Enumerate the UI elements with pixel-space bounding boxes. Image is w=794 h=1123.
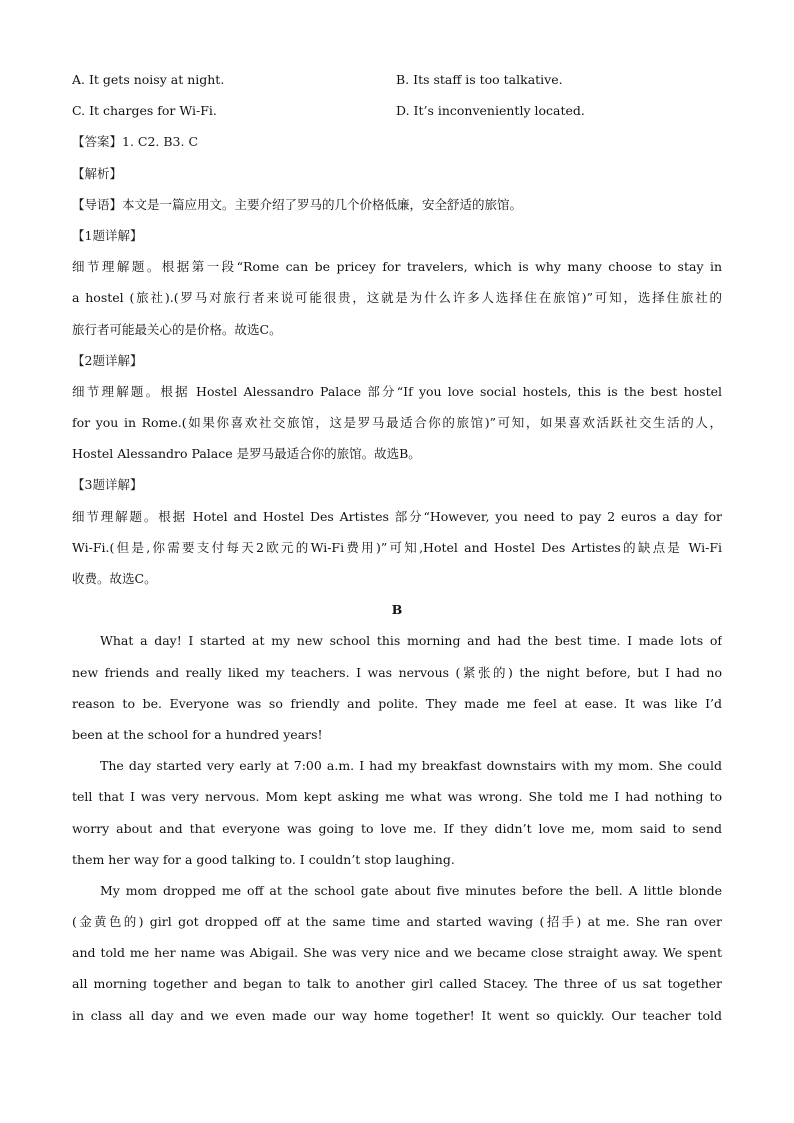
q1-line: a hostel (旅社).(罗马对旅行者来说可能很贵，这就是为什么许多人选择住在旅馆)”可知，选择住旅社的 bbox=[72, 290, 722, 306]
passage-line: (金黄色的) girl got dropped off at the same time and started waving (招手) at me. She ran over bbox=[72, 914, 722, 930]
q3-line: 收费。故选C。 bbox=[72, 571, 157, 586]
q3-line: Wi-Fi.(但是,你需要支付每天2欧元的Wi-Fi费用)”可知,Hotel and Hostel Des Artistes的缺点是 Wi-Fi bbox=[72, 539, 722, 555]
q1-heading: 【1题详解】 bbox=[72, 227, 143, 243]
option-a: A. It gets noisy at night. bbox=[72, 72, 225, 87]
passage-line: What a day! I started at my new school this morning and had the best time. I made lots of bbox=[100, 633, 722, 649]
option-d: D. It’s inconveniently located. bbox=[396, 103, 585, 119]
q2-line: 细节理解题。根据 Hostel Alessandro Palace 部分“If you love social hostels, this is the best hostel bbox=[72, 383, 722, 399]
option-c: C. It charges for Wi-Fi. bbox=[72, 103, 217, 119]
option-b: B. Its staff is too talkative. bbox=[396, 72, 563, 87]
passage-line: tell that I was very nervous. Mom kept asking me what was wrong. She told me I had nothing to bbox=[72, 789, 722, 805]
q2-line: Hostel Alessandro Palace 是罗马最适合你的旅馆。故选B。 bbox=[72, 446, 421, 462]
passage-line: worry about and that everyone was going to love me. If they didn’t love me, mom said to send bbox=[72, 820, 722, 836]
q1-line: 细节理解题。根据第一段“Rome can be pricey for travelers, which is why many choose to stay in bbox=[72, 259, 722, 275]
answer-line: 【答案】1. C2. B3. C bbox=[72, 134, 199, 150]
passage-line: My mom dropped me off at the school gate about five minutes before the bell. A little blonde bbox=[100, 882, 722, 898]
passage-line: and told me her name was Abigail. She was very nice and we became close straight away. We spent bbox=[72, 945, 722, 961]
passage-line: been at the school for a hundred years! bbox=[72, 726, 323, 742]
q3-line: 细节理解题。根据 Hotel and Hostel Des Artistes 部分“However, you need to pay 2 euros a day for bbox=[72, 508, 722, 524]
passage-line: them her way for a good talking to. I couldn’t stop laughing. bbox=[72, 851, 455, 867]
passage-line: reason to be. Everyone was so friendly and polite. They made me feel at ease. It was like I’d bbox=[72, 695, 722, 711]
options-row-cd bbox=[72, 95, 722, 126]
passage-line: new friends and really liked my teachers. I was nervous (紧张的) the night before, but I had no bbox=[72, 664, 722, 680]
q2-line: for you in Rome.(如果你喜欢社交旅馆，这是罗马最适合你的旅馆)”可知，如果喜欢活跃社交生活的人， bbox=[72, 415, 722, 431]
q3-heading: 【3题详解】 bbox=[72, 477, 143, 493]
passage-line: The day started very early at 7:00 a.m. I had my breakfast downstairs with my mom. She could bbox=[100, 758, 722, 774]
q1-line: 旅行者可能最关心的是价格。故选C。 bbox=[72, 321, 282, 337]
document-page bbox=[72, 64, 722, 1031]
section-b-title: B bbox=[391, 602, 403, 618]
analysis-heading: 【解析】 bbox=[72, 165, 123, 181]
options-row-ab bbox=[72, 64, 722, 95]
passage-line: all morning together and began to talk to another girl called Stacey. The three of us sat together bbox=[72, 976, 722, 992]
passage-line: in class all day and we even made our way home together! It went so quickly. Our teacher told bbox=[72, 1007, 722, 1023]
intro-line: 【导语】本文是一篇应用文。主要介绍了罗马的几个价格低廉，安全舒适的旅馆。 bbox=[72, 196, 523, 212]
q2-heading: 【2题详解】 bbox=[72, 352, 143, 368]
